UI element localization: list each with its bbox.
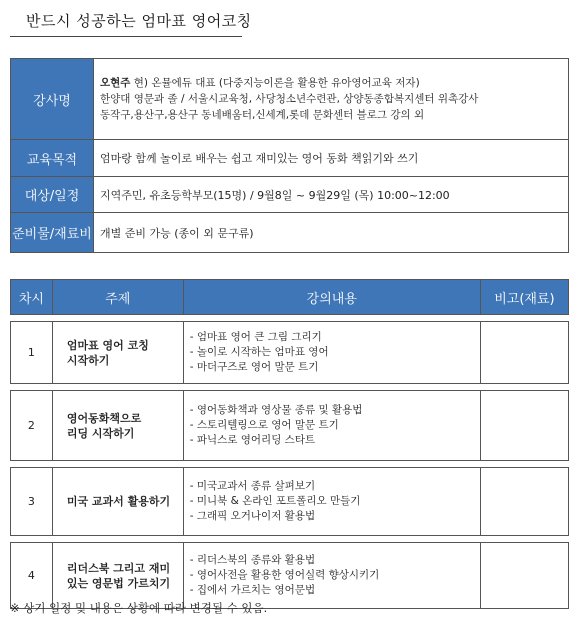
materials-row	[11, 213, 569, 253]
goal-label: 교육목적	[11, 140, 94, 177]
target-row	[11, 177, 569, 213]
instructor-line	[100, 75, 562, 91]
page-title: 반드시 성공하는 엄마표 영어코칭	[26, 12, 252, 30]
topic-line: 있는 영문법 가르치기	[66, 576, 171, 590]
content-item: - 엄마표 영어 큰 그림 그리기	[189, 331, 322, 343]
session-content	[183, 391, 480, 461]
session-note	[480, 468, 568, 536]
header-session: 차시	[11, 280, 53, 315]
content-item: - 영어사전을 활용한 영어실력 향상시키기	[189, 569, 380, 581]
content-item: - 미국교과서 종류 살펴보기	[189, 480, 316, 492]
content-item: - 영어동화책과 영상물 종류 및 활용법	[189, 404, 363, 416]
content-item: - 미니북 & 온라인 포트폴리오 만들기	[189, 495, 361, 507]
goal-value: 엄마랑 함께 놀이로 배우는 쉽고 재미있는 영어 동화 책읽기와 쓰기	[94, 140, 569, 177]
footnote: ※ 상기 일정 및 내용은 상황에 따라 변경될 수 있음.	[10, 601, 268, 615]
session-content	[183, 322, 480, 384]
session-topic	[52, 468, 183, 536]
session-row	[11, 391, 569, 461]
topic-line: 시작하기	[66, 353, 110, 367]
session-number: 4	[11, 543, 53, 609]
content-item: - 집에서 가르치는 영어문법	[189, 584, 316, 596]
session-content	[183, 468, 480, 536]
schedule-table	[10, 279, 569, 609]
session-number: 1	[11, 322, 53, 384]
instructor-detail: 현) 온뮬에듀 대표 (다중지능이론을 활용한 유아영어교육 저자)	[133, 77, 420, 89]
target-value: 지역주민, 유초등학부모(15명) / 9월8일 ~ 9월29일 (목) 10:00~12:00	[94, 177, 569, 213]
goal-row	[11, 140, 569, 177]
session-note	[480, 543, 568, 609]
materials-label: 준비물/재료비	[11, 213, 94, 253]
topic-line: 영어동화책으로	[66, 411, 142, 425]
instructor-label: 강사명	[11, 59, 94, 140]
topic-line: 미국 교과서 활용하기	[66, 495, 171, 508]
session-number: 3	[11, 468, 53, 536]
schedule-header-row	[11, 280, 569, 315]
topic-line: 리딩 시작하기	[66, 426, 135, 440]
session-topic	[52, 543, 183, 609]
instructor-name: 오현주	[100, 77, 131, 89]
instructor-line: 동작구,용산구,용산구 동네배움터,신세계,롯데 문화센터 블로그 강의 외	[100, 109, 425, 121]
content-item: - 놀이로 시작하는 엄마표 영어	[189, 346, 329, 358]
target-label: 대상/일정	[11, 177, 94, 213]
session-row	[11, 322, 569, 384]
session-row	[11, 543, 569, 609]
session-note	[480, 322, 568, 384]
header-note: 비고(재료)	[480, 280, 568, 315]
content-item: - 스토리텔링으로 영어 말문 트기	[189, 419, 339, 431]
topic-line: 엄마표 영어 코칭	[66, 338, 149, 352]
topic-line: 리더스북 그리고 재미	[66, 561, 171, 575]
session-topic	[52, 391, 183, 461]
session-number: 2	[11, 391, 53, 461]
row-gap	[11, 461, 569, 468]
session-note	[480, 391, 568, 461]
title-underline	[10, 36, 242, 37]
content-item: - 마더구즈로 영어 말문 트기	[189, 361, 319, 373]
header-topic: 주제	[52, 280, 183, 315]
session-topic	[52, 322, 183, 384]
instructor-line: 한양대 영문과 졸 / 서울시교육청, 사당청소년수련관, 상양동종합복지센터 위촉강사	[100, 93, 479, 105]
content-item: - 리더스북의 종류와 활용법	[189, 554, 316, 566]
row-gap	[11, 536, 569, 543]
content-item: - 파닉스로 영어리딩 스타트	[189, 434, 316, 446]
row-gap	[11, 384, 569, 391]
session-row	[11, 468, 569, 536]
header-content: 강의내용	[183, 280, 480, 315]
instructor-value	[94, 59, 569, 140]
content-item: - 그래픽 오거나이저 활용법	[189, 510, 316, 522]
materials-value: 개별 준비 가능 (종이 외 문구류)	[94, 213, 569, 253]
header-gap	[11, 315, 569, 322]
instructor-row	[11, 59, 569, 140]
info-table	[10, 58, 569, 253]
session-content	[183, 543, 480, 609]
